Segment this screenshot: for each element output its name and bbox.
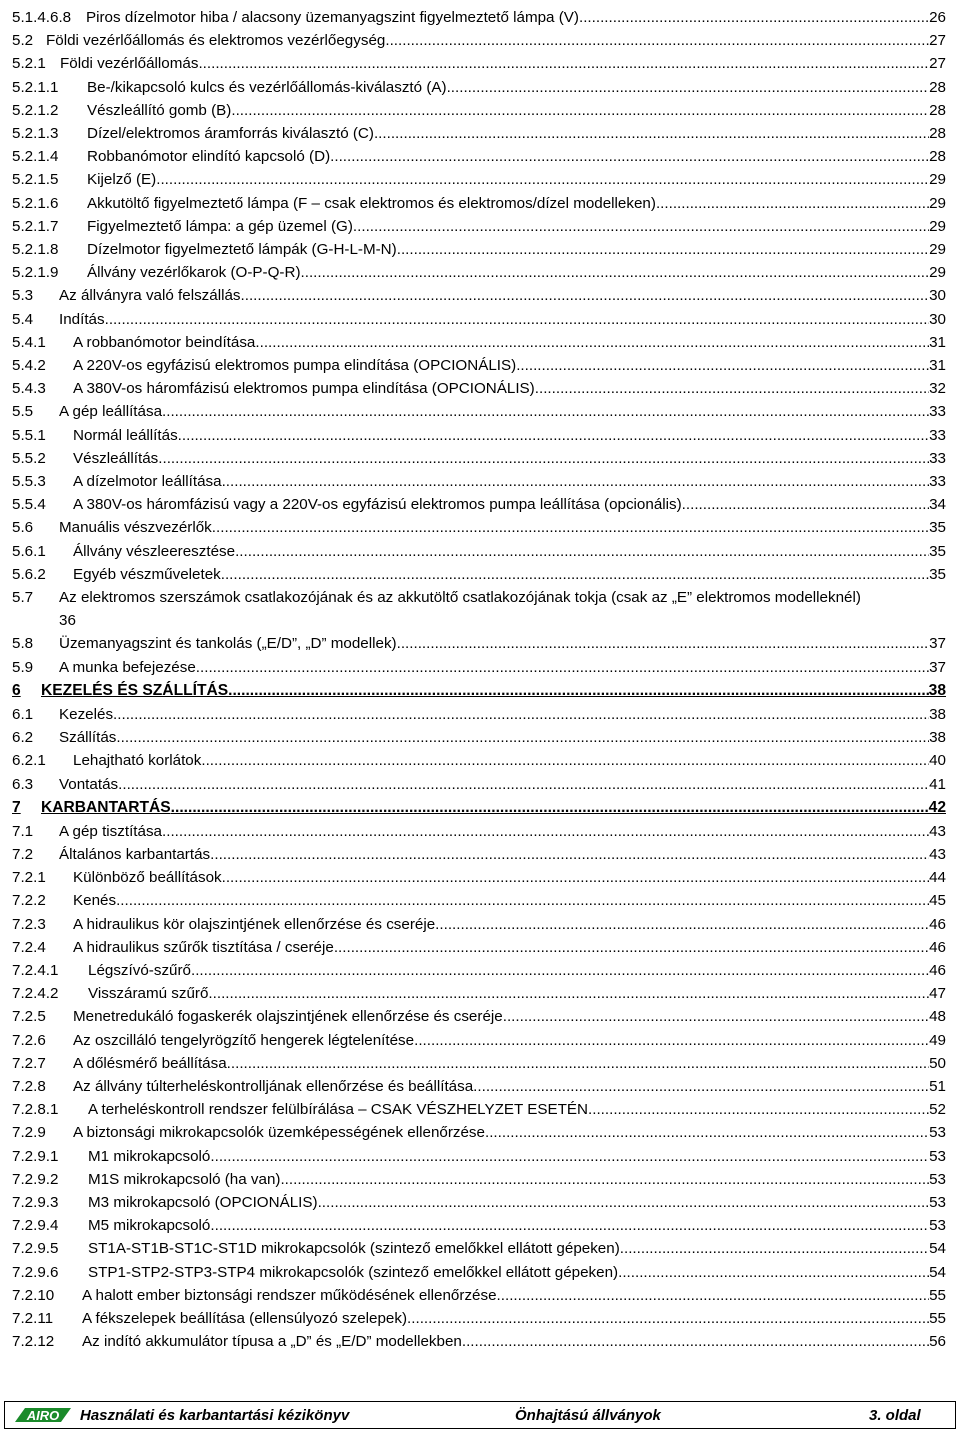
toc-entry-page: 46 bbox=[929, 961, 946, 979]
toc-dot-leader bbox=[579, 6, 929, 29]
toc-dot-leader bbox=[113, 703, 929, 726]
toc-entry-title: Az oszcilláló tengelyrögzítő hengerek légtelenítése bbox=[73, 1031, 415, 1049]
toc-dot-leader bbox=[116, 726, 929, 749]
toc-entry-number: 5.2 bbox=[12, 32, 34, 50]
toc-dot-leader bbox=[588, 1098, 929, 1121]
toc-entry[interactable] bbox=[12, 1307, 946, 1330]
toc-entry[interactable] bbox=[12, 168, 946, 191]
toc-dot-leader bbox=[162, 820, 929, 843]
toc-entry-number: 7.2 bbox=[12, 845, 34, 863]
toc-entry-page: 28 bbox=[929, 101, 946, 119]
footer-page: 3. oldal bbox=[869, 1407, 921, 1424]
toc-entry-title: A gép leállítása bbox=[59, 403, 163, 421]
toc-entry-title: Lehajtható korlátok bbox=[73, 752, 202, 770]
toc-entry-number: 7.2.2 bbox=[12, 892, 46, 910]
toc-entry-number: 6 bbox=[12, 681, 21, 699]
toc-dot-leader bbox=[222, 470, 930, 493]
toc-entry-page: 33 bbox=[929, 473, 946, 491]
toc-dot-leader bbox=[682, 493, 929, 516]
toc-dot-leader bbox=[301, 261, 930, 284]
toc-entry[interactable] bbox=[12, 424, 946, 447]
toc-dot-leader bbox=[158, 447, 929, 470]
toc-dot-leader bbox=[221, 563, 929, 586]
toc-entry-title: Üzemanyagszint és tankolás („E/D”, „D” modellek) bbox=[59, 635, 397, 653]
toc-entry-title: A halott ember biztonsági rendszer működésének ellenőrzése bbox=[82, 1286, 497, 1304]
toc-entry-title: M1 mikrokapcsoló bbox=[88, 1147, 211, 1165]
toc-entry-page: 31 bbox=[929, 357, 946, 375]
toc-entry[interactable] bbox=[12, 726, 946, 749]
toc-entry-page: 47 bbox=[929, 985, 946, 1003]
toc-entry[interactable] bbox=[12, 982, 946, 1005]
toc-entry[interactable] bbox=[12, 1261, 946, 1284]
toc-dot-leader bbox=[162, 400, 929, 423]
toc-entry[interactable] bbox=[12, 913, 946, 936]
toc-entry[interactable] bbox=[12, 516, 946, 539]
toc-entry-number: 7.2.9.4 bbox=[12, 1217, 59, 1235]
toc-dot-leader bbox=[116, 889, 929, 912]
toc-entry-title: Normál leállítás bbox=[73, 426, 178, 444]
toc-dot-leader bbox=[227, 1052, 929, 1075]
toc-entry-title: M3 mikrokapcsoló (OPCIONÁLIS) bbox=[88, 1193, 318, 1211]
toc-entry-number: 6.2.1 bbox=[12, 752, 46, 770]
toc-entry-page: 33 bbox=[929, 449, 946, 467]
toc-entry[interactable] bbox=[12, 377, 946, 400]
toc-entry-number: 5.6.2 bbox=[12, 565, 46, 583]
toc-entry-number: 5.5.2 bbox=[12, 449, 46, 467]
toc-dot-leader bbox=[228, 679, 929, 703]
toc-entry-number: 5.3 bbox=[12, 287, 34, 305]
toc-entry-page: 29 bbox=[929, 264, 946, 282]
toc-entry-number: 5.4 bbox=[12, 310, 34, 328]
toc-dot-leader bbox=[435, 913, 929, 936]
toc-entry-number: 5.2.1.7 bbox=[12, 217, 59, 235]
toc-entry[interactable] bbox=[12, 1029, 946, 1052]
toc-entry[interactable] bbox=[12, 354, 946, 377]
toc-entry[interactable] bbox=[12, 1330, 946, 1353]
toc-dot-leader bbox=[210, 1145, 929, 1168]
airo-logo bbox=[13, 1406, 75, 1424]
toc-dot-leader bbox=[118, 773, 929, 796]
toc-entry-number: 5.8 bbox=[12, 635, 34, 653]
toc-entry-number: 7.2.1 bbox=[12, 869, 46, 887]
toc-dot-leader bbox=[414, 1029, 929, 1052]
toc-entry-page: 49 bbox=[929, 1031, 946, 1049]
toc-dot-leader bbox=[105, 308, 930, 331]
toc-entry-number: 7.2.9.6 bbox=[12, 1263, 59, 1281]
toc-entry-number: 5.5 bbox=[12, 403, 34, 421]
toc-dot-leader bbox=[191, 959, 929, 982]
toc-entry-title: M1S mikrokapcsoló (ha van) bbox=[88, 1170, 281, 1188]
toc-dot-leader bbox=[473, 1075, 929, 1098]
toc-entry-page: 35 bbox=[929, 565, 946, 583]
toc-entry[interactable] bbox=[12, 470, 946, 493]
toc-entry[interactable] bbox=[12, 703, 946, 726]
toc-entry-page: 29 bbox=[929, 171, 946, 189]
toc-entry-page: 55 bbox=[929, 1309, 946, 1327]
toc-entry-title: Az állványra való felszállás bbox=[59, 287, 241, 305]
toc-entry-page: 28 bbox=[929, 148, 946, 166]
toc-dot-leader bbox=[503, 1005, 929, 1028]
toc-entry-number: 5.2.1 bbox=[12, 55, 46, 73]
toc-entry-title: Szállítás bbox=[59, 729, 117, 747]
toc-entry-number: 6.2 bbox=[12, 729, 34, 747]
toc-entry-page: 56 bbox=[929, 1333, 946, 1351]
toc-entry-title: Figyelmeztető lámpa: a gép üzemel (G) bbox=[87, 217, 353, 235]
toc-entry-title: Dízelmotor figyelmeztető lámpák (G-H-L-M-N) bbox=[87, 241, 397, 259]
toc-dot-leader bbox=[516, 354, 929, 377]
toc-entry-title: Vontatás bbox=[59, 775, 119, 793]
toc-entry[interactable] bbox=[12, 308, 946, 331]
toc-entry-number: 7.2.10 bbox=[12, 1286, 55, 1304]
toc-entry-page: 36 bbox=[59, 612, 76, 630]
toc-entry[interactable] bbox=[12, 1098, 946, 1121]
toc-entry-page: 35 bbox=[929, 519, 946, 537]
toc-entry-number: 7.2.3 bbox=[12, 915, 46, 933]
toc-entry-number: 7.2.6 bbox=[12, 1031, 46, 1049]
toc-entry-title: Indítás bbox=[59, 310, 105, 328]
toc-entry[interactable] bbox=[12, 632, 946, 655]
table-of-contents bbox=[12, 6, 946, 1353]
toc-entry-title: Akkutöltő figyelmeztető lámpa (F – csak elektromos és elektromos/dízel modelleken) bbox=[87, 194, 656, 212]
toc-entry-page: 37 bbox=[929, 635, 946, 653]
toc-entry-title: Kenés bbox=[73, 892, 117, 910]
toc-entry-page: 43 bbox=[929, 822, 946, 840]
page-footer bbox=[4, 1401, 956, 1429]
toc-entry-number: 7.2.9.5 bbox=[12, 1240, 59, 1258]
toc-dot-leader bbox=[201, 749, 929, 772]
toc-entry-title: A dőlésmérő beállítása bbox=[73, 1054, 227, 1072]
toc-entry-title: A terheléskontroll rendszer felülbírálása – CSAK VÉSZHELYZET ESETÉN bbox=[88, 1101, 588, 1119]
toc-entry-title: A 380V-os háromfázisú elektromos pumpa elindítása (OPCIONÁLIS) bbox=[73, 380, 535, 398]
footer-subtitle: Önhajtású állványok bbox=[515, 1407, 661, 1424]
toc-entry-number: 7.2.9 bbox=[12, 1124, 46, 1142]
toc-dot-leader bbox=[210, 843, 929, 866]
toc-entry-page: 52 bbox=[929, 1101, 946, 1119]
toc-dot-leader bbox=[156, 168, 929, 191]
toc-entry[interactable] bbox=[12, 563, 946, 586]
toc-entry-number: 5.1.4.6.8 bbox=[12, 9, 72, 26]
toc-entry[interactable] bbox=[12, 820, 946, 843]
toc-entry[interactable] bbox=[12, 1075, 946, 1098]
toc-dot-leader bbox=[385, 29, 929, 52]
toc-entry[interactable] bbox=[12, 145, 946, 168]
toc-entry-page: 54 bbox=[929, 1263, 946, 1281]
toc-entry-title: Egyéb vészműveletek bbox=[73, 565, 221, 583]
toc-entry[interactable] bbox=[12, 76, 946, 99]
toc-entry-number: 5.5.3 bbox=[12, 473, 46, 491]
toc-entry-title: A hidraulikus kör olajszintjének ellenőrzése és cseréje bbox=[73, 915, 436, 933]
toc-entry-page: 34 bbox=[929, 496, 946, 514]
toc-entry-page: 38 bbox=[929, 705, 946, 723]
toc-entry-number: 5.2.1.3 bbox=[12, 125, 59, 143]
toc-entry-page: 44 bbox=[929, 869, 946, 887]
toc-entry-title: Vészleállítás bbox=[73, 449, 159, 467]
toc-entry-title: Légszívó-szűrő bbox=[88, 961, 191, 979]
toc-entry[interactable] bbox=[12, 796, 946, 820]
toc-entry-number: 5.9 bbox=[12, 658, 34, 676]
toc-entry-page: 55 bbox=[929, 1286, 946, 1304]
toc-entry-page: 43 bbox=[929, 845, 946, 863]
toc-dot-leader bbox=[171, 796, 929, 820]
toc-entry-title: KARBANTARTÁS bbox=[41, 798, 171, 816]
toc-entry-title: Az elektromos szerszámok csatlakozójának és az akkutöltő csatlakozójának tokja (csak az „E” elektromos modelleknél) bbox=[59, 589, 861, 607]
toc-entry-number: 5.2.1.4 bbox=[12, 148, 59, 166]
toc-entry-number: 7 bbox=[12, 798, 21, 816]
toc-entry-number: 7.2.8 bbox=[12, 1077, 46, 1095]
toc-entry[interactable] bbox=[12, 540, 946, 563]
toc-entry[interactable] bbox=[12, 959, 946, 982]
toc-dot-leader bbox=[397, 632, 929, 655]
toc-entry[interactable] bbox=[12, 1237, 946, 1260]
toc-entry-page: 33 bbox=[929, 426, 946, 444]
toc-entry-page: 30 bbox=[929, 287, 946, 305]
toc-entry[interactable] bbox=[12, 99, 946, 122]
toc-entry-title: A biztonsági mikrokapcsolók üzemképességének ellenőrzése bbox=[73, 1124, 485, 1142]
toc-entry[interactable] bbox=[12, 936, 946, 959]
toc-entry-number: 7.2.4.1 bbox=[12, 961, 59, 979]
toc-entry-page: 41 bbox=[929, 775, 946, 793]
toc-dot-leader bbox=[198, 52, 929, 75]
toc-dot-leader bbox=[656, 192, 929, 215]
toc-entry-page: 30 bbox=[929, 310, 946, 328]
toc-entry-number: 7.2.4.2 bbox=[12, 985, 59, 1003]
footer-title: Használati és karbantartási kézikönyv bbox=[80, 1407, 350, 1424]
toc-entry-number: 5.5.4 bbox=[12, 496, 46, 514]
toc-dot-leader bbox=[222, 866, 929, 889]
toc-entry-page: 53 bbox=[929, 1193, 946, 1211]
toc-entry-number: 5.2.1.5 bbox=[12, 171, 59, 189]
toc-entry-page: 53 bbox=[929, 1147, 946, 1165]
toc-entry[interactable] bbox=[12, 656, 946, 679]
toc-entry-number: 7.1 bbox=[12, 822, 34, 840]
toc-dot-leader bbox=[178, 424, 929, 447]
toc-entry-title: A dízelmotor leállítása bbox=[73, 473, 222, 491]
toc-entry-page: 53 bbox=[929, 1124, 946, 1142]
toc-entry-title: A gép tisztítása bbox=[59, 822, 162, 840]
toc-entry[interactable] bbox=[12, 192, 946, 215]
toc-dot-leader bbox=[280, 1168, 929, 1191]
toc-entry-title: Visszáramú szűrő bbox=[88, 985, 209, 1003]
toc-dot-leader bbox=[334, 936, 929, 959]
toc-entry-number: 7.2.9.3 bbox=[12, 1193, 59, 1211]
toc-dot-leader bbox=[620, 1237, 929, 1260]
toc-entry-title: Kezelés bbox=[59, 705, 114, 723]
toc-entry[interactable] bbox=[12, 1145, 946, 1168]
toc-entry[interactable] bbox=[12, 1052, 946, 1075]
toc-entry-title: Kijelző (E) bbox=[87, 171, 157, 189]
toc-entry-title: Különböző beállítások bbox=[73, 869, 222, 887]
toc-entry-title: Állvány vészleeresztése bbox=[73, 542, 236, 560]
toc-entry[interactable] bbox=[12, 889, 946, 912]
toc-dot-leader bbox=[485, 1121, 929, 1144]
toc-entry-page: 53 bbox=[929, 1170, 946, 1188]
toc-entry-number: 7.2.9.1 bbox=[12, 1147, 59, 1165]
toc-dot-leader bbox=[212, 516, 929, 539]
toc-entry[interactable] bbox=[12, 6, 946, 29]
toc-entry[interactable] bbox=[12, 29, 946, 52]
toc-entry-title: A munka befejezése bbox=[59, 658, 196, 676]
toc-entry-title: Vészleállító gomb (B) bbox=[87, 101, 232, 119]
toc-entry-number: 5.5.1 bbox=[12, 426, 46, 444]
toc-dot-leader bbox=[535, 377, 929, 400]
toc-entry-title: A hidraulikus szűrők tisztítása / cseréje bbox=[73, 938, 334, 956]
toc-entry-page: 33 bbox=[929, 403, 946, 421]
toc-dot-leader bbox=[235, 540, 929, 563]
toc-entry-title: KEZELÉS ÉS SZÁLLÍTÁS bbox=[41, 681, 229, 699]
toc-entry-number: 5.2.1.6 bbox=[12, 194, 59, 212]
toc-entry[interactable] bbox=[12, 238, 946, 261]
toc-entry[interactable] bbox=[12, 284, 946, 307]
toc-entry-title: Piros dízelmotor hiba / alacsony üzemanyagszint figyelmeztető lámpa (V) bbox=[86, 9, 579, 26]
toc-entry-title: STP1-STP2-STP3-STP4 mikrokapcsolók (szintező emelőkkel ellátott gépeken) bbox=[88, 1263, 619, 1281]
toc-entry[interactable] bbox=[12, 261, 946, 284]
svg-text:AIRO: AIRO bbox=[26, 1408, 60, 1423]
toc-entry-page: 54 bbox=[929, 1240, 946, 1258]
toc-entry-number: 5.4.2 bbox=[12, 357, 46, 375]
toc-entry-title: Menetredukáló fogaskerék olajszintjének ellenőrzése és cseréje bbox=[73, 1008, 503, 1026]
toc-entry-number: 5.2.1.2 bbox=[12, 101, 59, 119]
toc-entry-page: 38 bbox=[929, 729, 946, 747]
toc-entry-page: 51 bbox=[929, 1077, 946, 1095]
toc-entry-number: 5.4.3 bbox=[12, 380, 46, 398]
toc-entry-number: 5.2.1.9 bbox=[12, 264, 59, 282]
toc-entry-title: Dízel/elektromos áramforrás kiválasztó (C) bbox=[87, 125, 374, 143]
toc-entry[interactable] bbox=[12, 1005, 946, 1028]
toc-dot-leader bbox=[255, 331, 929, 354]
toc-entry-page: 32 bbox=[929, 380, 946, 398]
toc-entry[interactable] bbox=[12, 1121, 946, 1144]
toc-entry-number: 6.3 bbox=[12, 775, 34, 793]
toc-entry-page: 46 bbox=[929, 938, 946, 956]
toc-entry-page: 28 bbox=[929, 78, 946, 96]
toc-entry-title: Be-/kikapcsoló kulcs és vezérlőállomás-kiválasztó (A) bbox=[87, 78, 447, 96]
toc-entry-title: Az állvány túlterheléskontrolljának ellenőrzése és beállítása bbox=[73, 1077, 474, 1095]
toc-entry-page: 26 bbox=[929, 9, 946, 26]
toc-entry-page: 40 bbox=[929, 752, 946, 770]
toc-entry-page: 45 bbox=[929, 892, 946, 910]
toc-dot-leader bbox=[497, 1284, 930, 1307]
toc-entry-title: Robbanómotor elindító kapcsoló (D) bbox=[87, 148, 331, 166]
toc-entry[interactable] bbox=[12, 749, 946, 772]
toc-dot-leader bbox=[397, 238, 929, 261]
toc-entry[interactable] bbox=[12, 122, 946, 145]
toc-entry-number: 5.4.1 bbox=[12, 333, 46, 351]
toc-entry-title: Állvány vezérlőkarok (O-P-Q-R) bbox=[87, 264, 301, 282]
toc-entry[interactable] bbox=[12, 866, 946, 889]
toc-entry-number: 5.2.1.1 bbox=[12, 78, 59, 96]
toc-entry-page: 37 bbox=[929, 658, 946, 676]
toc-entry-number: 7.2.7 bbox=[12, 1054, 46, 1072]
toc-dot-leader bbox=[407, 1307, 929, 1330]
toc-entry[interactable] bbox=[12, 493, 946, 516]
toc-entry[interactable] bbox=[12, 773, 946, 796]
toc-entry-title: ST1A-ST1B-ST1C-ST1D mikrokapcsolók (szintező emelőkkel ellátott gépeken) bbox=[88, 1240, 620, 1258]
toc-entry-page: 53 bbox=[929, 1217, 946, 1235]
toc-entry-number: 5.2.1.8 bbox=[12, 241, 59, 259]
toc-entry-number: 7.2.9.2 bbox=[12, 1170, 59, 1188]
toc-dot-leader bbox=[353, 215, 929, 238]
toc-entry-page: 48 bbox=[929, 1008, 946, 1026]
toc-entry-page: 35 bbox=[929, 542, 946, 560]
toc-dot-leader bbox=[318, 1191, 930, 1214]
toc-dot-leader bbox=[208, 982, 929, 1005]
toc-dot-leader bbox=[447, 76, 930, 99]
toc-entry[interactable] bbox=[12, 52, 946, 75]
toc-entry[interactable] bbox=[12, 331, 946, 354]
toc-entry-page: 31 bbox=[929, 333, 946, 351]
toc-entry-page: 38 bbox=[928, 681, 946, 699]
toc-entry[interactable] bbox=[12, 679, 946, 703]
toc-entry-page: 46 bbox=[929, 915, 946, 933]
toc-entry-page: 27 bbox=[929, 55, 946, 73]
toc-entry[interactable] bbox=[12, 1191, 946, 1214]
toc-entry-title: Általános karbantartás bbox=[59, 845, 211, 863]
toc-dot-leader bbox=[462, 1330, 929, 1353]
toc-entry[interactable] bbox=[12, 1168, 946, 1191]
toc-entry-page: 42 bbox=[928, 798, 946, 816]
toc-entry[interactable] bbox=[12, 1284, 946, 1307]
toc-entry-page: 29 bbox=[929, 194, 946, 212]
toc-entry-title: A robbanómotor beindítása bbox=[73, 333, 256, 351]
toc-entry-title: Földi vezérlőállomás és elektromos vezérlőegység bbox=[46, 32, 386, 50]
toc-entry-number: 7.2.4 bbox=[12, 938, 46, 956]
toc-entry-number: 5.6 bbox=[12, 519, 34, 537]
toc-entry-title: A fékszelepek beállítása (ellensúlyozó szelepek) bbox=[82, 1309, 408, 1327]
toc-entry-number: 7.2.8.1 bbox=[12, 1101, 59, 1119]
toc-entry[interactable] bbox=[12, 447, 946, 470]
toc-entry-number: 7.2.11 bbox=[12, 1309, 54, 1327]
toc-entry-title: M5 mikrokapcsoló bbox=[88, 1217, 211, 1235]
toc-entry-number: 6.1 bbox=[12, 705, 34, 723]
toc-entry-title: Földi vezérlőállomás bbox=[60, 55, 199, 73]
toc-dot-leader bbox=[374, 122, 929, 145]
toc-entry-page: 29 bbox=[929, 241, 946, 259]
toc-entry-number: 7.2.5 bbox=[12, 1008, 46, 1026]
toc-entry-number: 5.6.1 bbox=[12, 542, 46, 560]
toc-entry[interactable] bbox=[12, 843, 946, 866]
toc-entry-title: A 380V-os háromfázisú vagy a 220V-os egyfázisú elektromos pumpa leállítása (opcionális) bbox=[73, 496, 682, 514]
toc-dot-leader bbox=[231, 99, 929, 122]
toc-entry[interactable] bbox=[12, 1214, 946, 1237]
toc-entry[interactable] bbox=[12, 400, 946, 423]
toc-entry-page: 29 bbox=[929, 217, 946, 235]
toc-entry-page: 50 bbox=[929, 1054, 946, 1072]
toc-dot-leader bbox=[330, 145, 929, 168]
toc-dot-leader bbox=[241, 284, 930, 307]
toc-entry-number: 7.2.12 bbox=[12, 1333, 55, 1351]
toc-entry[interactable] bbox=[12, 215, 946, 238]
toc-dot-leader bbox=[618, 1261, 929, 1284]
toc-entry-page: 28 bbox=[929, 125, 946, 143]
toc-dot-leader bbox=[196, 656, 929, 679]
toc-entry-title: A 220V-os egyfázisú elektromos pumpa elindítása (OPCIONÁLIS) bbox=[73, 357, 517, 375]
toc-entry-number: 5.7 bbox=[12, 589, 34, 607]
toc-dot-leader bbox=[210, 1214, 929, 1237]
toc-entry-title: Az indító akkumulátor típusa a „D” és „E/D” modellekben bbox=[82, 1333, 462, 1351]
toc-entry[interactable] bbox=[12, 586, 946, 632]
toc-entry-page: 27 bbox=[929, 32, 946, 50]
toc-entry-title: Manuális vészvezérlők bbox=[59, 519, 212, 537]
